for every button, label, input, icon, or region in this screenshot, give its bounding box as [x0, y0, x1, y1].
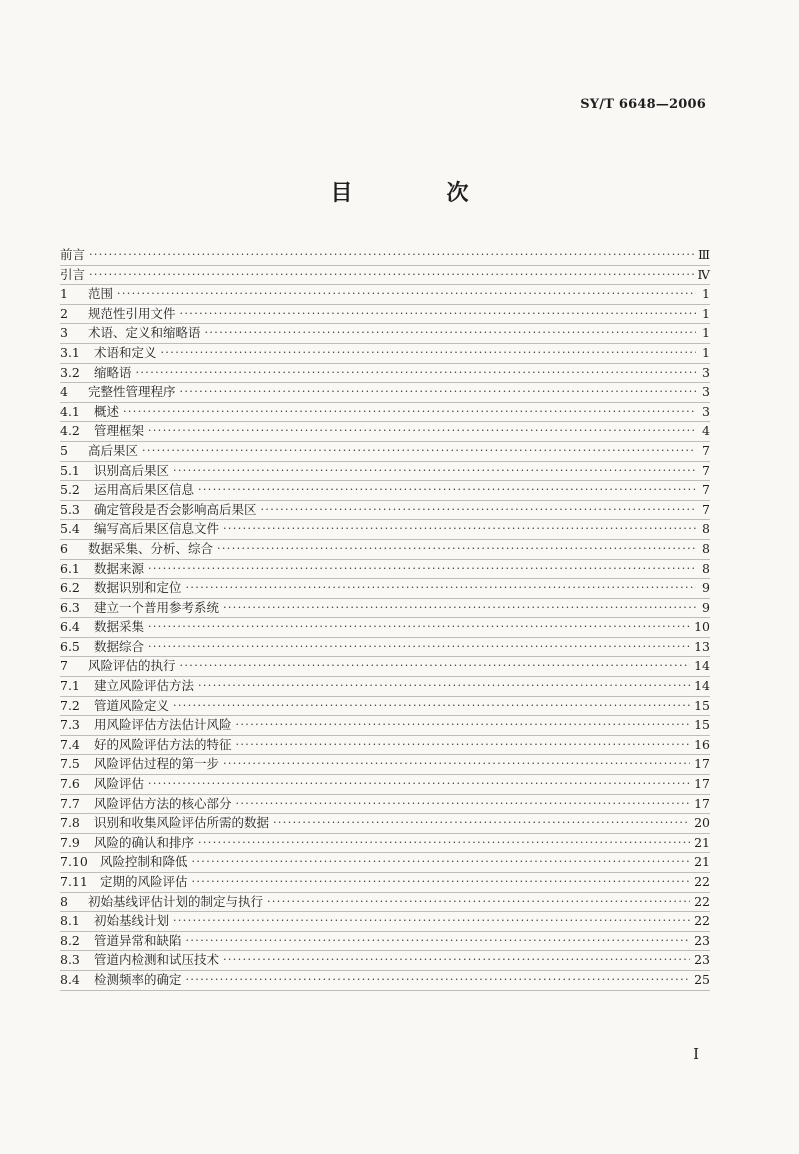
toc-entry-title: 数据采集	[94, 619, 145, 635]
toc-entry-number: 1	[60, 286, 68, 302]
toc-entry-page: 15	[694, 697, 710, 713]
toc-leader-dots	[173, 911, 690, 931]
toc-entry-number: 3.1	[60, 344, 80, 360]
toc-leader-dots	[223, 598, 696, 618]
toc-entry-number: 5.4	[60, 521, 80, 537]
toc-entry	[60, 403, 710, 423]
toc-entry-page: 7	[702, 482, 710, 498]
toc-entry-number: 6.2	[60, 580, 80, 596]
toc-entry-page: 9	[702, 599, 710, 615]
toc-entry	[60, 736, 710, 756]
toc-entry	[60, 520, 710, 540]
toc-leader-dots	[148, 774, 690, 794]
toc-entry-number: 4.2	[60, 423, 80, 439]
toc-entry-page: 17	[694, 776, 710, 792]
toc-entry-page: 7	[702, 442, 710, 458]
toc-entry	[60, 383, 710, 403]
toc-entry-title: 风险评估方法的核心部分	[94, 795, 232, 811]
toc-entry	[60, 344, 710, 364]
toc-entry-title: 初始基线评估计划的制定与执行	[88, 893, 264, 909]
toc-entry-page: 25	[694, 971, 710, 987]
toc-leader-dots	[186, 931, 691, 951]
toc-leader-dots	[148, 637, 690, 657]
toc-entry-number: 7.1	[60, 678, 80, 694]
toc-entry-number: 8	[60, 893, 68, 909]
toc-entry-title: 数据来源	[94, 560, 145, 576]
toc-entry-number: 2	[60, 305, 68, 321]
toc-leader-dots	[89, 265, 693, 285]
toc-entry-title: 术语和定义	[94, 344, 157, 360]
standard-code: SY/T 6648—2006	[580, 97, 706, 112]
toc-entry-title: 风险评估的执行	[88, 658, 176, 674]
toc-entry-page: 23	[694, 952, 710, 968]
toc-entry-title: 概述	[94, 403, 120, 419]
toc-entry-page: 3	[702, 384, 710, 400]
toc-entry-number: 5.3	[60, 501, 80, 517]
toc-entry-title: 管理框架	[94, 423, 145, 439]
toc-entry-number: 7.4	[60, 736, 80, 752]
toc-entry-title: 用风险评估方法估计风险	[94, 717, 232, 733]
toc-leader-dots	[148, 617, 690, 637]
toc-title: 目 次	[330, 180, 505, 206]
toc-entry-number: 4.1	[60, 403, 80, 419]
toc-entry-number: 6	[60, 540, 68, 556]
toc-entry-number: 7.7	[60, 795, 80, 811]
toc-leader-dots	[186, 578, 696, 598]
toc-entry-page: 8	[702, 540, 710, 556]
toc-entry-number: 8.2	[60, 932, 80, 948]
toc-entry	[60, 814, 710, 834]
toc-entry	[60, 893, 710, 913]
toc-leader-dots	[205, 323, 696, 343]
toc-entry	[60, 501, 710, 521]
toc-entry-page: Ⅳ	[697, 266, 710, 282]
toc-entry-title: 管道风险定义	[94, 697, 170, 713]
toc-entry-title: 引言	[60, 266, 86, 282]
toc-leader-dots	[192, 852, 691, 872]
toc-entry	[60, 873, 710, 893]
toc-entry-number: 6.3	[60, 599, 80, 615]
toc-entry-page: 14	[694, 678, 710, 694]
toc-entry	[60, 364, 710, 384]
toc-entry	[60, 422, 710, 442]
toc-entry-title: 缩略语	[94, 364, 132, 380]
toc-leader-dots	[236, 715, 691, 735]
toc-entry	[60, 677, 710, 697]
toc-entry-title: 完整性管理程序	[88, 384, 176, 400]
toc-entry-page: 22	[694, 874, 710, 889]
toc-entry	[60, 324, 710, 344]
toc-entry	[60, 618, 710, 638]
toc-entry-title: 规范性引用文件	[88, 305, 176, 321]
toc-leader-dots	[198, 676, 690, 696]
toc-entry-page: 17	[694, 756, 710, 772]
toc-entry-number: 8.3	[60, 952, 80, 968]
toc-entry-page: 3	[702, 364, 710, 380]
toc-entry-number: 5.1	[60, 462, 80, 478]
toc-entry-title: 管道内检测和试压技术	[94, 952, 220, 968]
toc-entry	[60, 853, 710, 873]
toc-entry-title: 识别高后果区	[94, 462, 170, 478]
toc-entry-page: 1	[702, 344, 710, 360]
toc-entry-title: 检测频率的确定	[94, 971, 182, 987]
toc-entry-page: 4	[702, 423, 710, 439]
toc-entry-number: 7.8	[60, 815, 80, 831]
toc-entry-page: 9	[702, 580, 710, 596]
toc-entry-title: 术语、定义和缩略语	[88, 325, 201, 341]
toc-leader-dots	[89, 245, 694, 265]
toc-entry-number: 7.2	[60, 697, 80, 713]
toc-entry-number: 8.4	[60, 971, 80, 987]
toc-entry-title: 数据识别和定位	[94, 580, 182, 596]
toc-entry-page: 16	[694, 736, 710, 752]
toc-leader-dots	[148, 421, 696, 441]
toc-entry	[60, 266, 710, 286]
toc-entry	[60, 305, 710, 325]
toc-entry	[60, 697, 710, 717]
toc-leader-dots	[173, 461, 696, 481]
toc-entry	[60, 540, 710, 560]
toc-entry-page: 22	[694, 913, 710, 929]
toc-entry-page: 17	[694, 795, 710, 811]
toc-entry-number: 3.2	[60, 364, 80, 380]
toc-leader-dots	[142, 441, 696, 461]
toc-entry	[60, 716, 710, 736]
toc-entry-page: 1	[702, 286, 710, 302]
toc-leader-dots	[267, 892, 690, 912]
toc-entry-title: 数据采集、分析、综合	[88, 540, 214, 556]
toc-entry-title: 好的风险评估方法的特征	[94, 736, 232, 752]
toc-entry-title: 风险评估过程的第一步	[94, 756, 220, 772]
toc-leader-dots	[273, 813, 690, 833]
table-of-contents	[60, 246, 710, 991]
toc-entry-title: 编写高后果区信息文件	[94, 521, 220, 537]
toc-entry-title: 高后果区	[88, 442, 139, 458]
toc-leader-dots	[192, 872, 691, 892]
toc-entry	[60, 462, 710, 482]
toc-entry-title: 风险控制和降低	[100, 854, 188, 870]
toc-entry-number: 7.3	[60, 717, 80, 733]
toc-leader-dots	[148, 559, 696, 579]
toc-entry-title: 前言	[60, 247, 86, 262]
toc-entry-page: 10	[694, 619, 710, 635]
toc-entry-page: 8	[702, 521, 710, 537]
toc-entry	[60, 599, 710, 619]
toc-leader-dots	[180, 304, 696, 324]
toc-entry-page: 3	[702, 403, 710, 419]
toc-entry-number: 7.6	[60, 776, 80, 792]
toc-entry	[60, 971, 710, 991]
toc-entry-number: 3	[60, 325, 68, 341]
toc-leader-dots	[117, 284, 696, 304]
toc-entry	[60, 579, 710, 599]
toc-entry-number: 4	[60, 384, 68, 400]
toc-entry-page: 1	[702, 305, 710, 321]
toc-entry-page: 21	[694, 834, 710, 850]
toc-entry-title: 风险的确认和排序	[94, 834, 195, 850]
toc-entry	[60, 285, 710, 305]
toc-entry-title: 建立一个普用参考系统	[94, 599, 220, 615]
toc-leader-dots	[123, 402, 696, 422]
toc-entry-page: 23	[694, 932, 710, 948]
toc-entry-page: 14	[694, 658, 710, 674]
toc-entry-number: 7.10	[60, 854, 88, 870]
toc-entry-number: 8.1	[60, 913, 80, 929]
toc-leader-dots	[180, 656, 691, 676]
toc-leader-dots	[186, 970, 691, 990]
toc-entry	[60, 481, 710, 501]
toc-entry-number: 7	[60, 658, 68, 674]
toc-entry-number: 7.9	[60, 834, 80, 850]
toc-entry-page: Ⅲ	[697, 247, 710, 262]
toc-entry-page: 22	[694, 893, 710, 909]
toc-entry-number: 6.5	[60, 638, 80, 654]
toc-leader-dots	[223, 519, 696, 539]
toc-leader-dots	[223, 950, 690, 970]
toc-entry-page: 7	[702, 462, 710, 478]
toc-entry-page: 20	[694, 815, 710, 831]
toc-entry	[60, 755, 710, 775]
toc-leader-dots	[236, 735, 691, 755]
toc-entry-title: 风险评估	[94, 776, 145, 792]
toc-entry-number: 5	[60, 442, 68, 458]
toc-entry-number: 7.5	[60, 756, 80, 772]
toc-entry-page: 8	[702, 560, 710, 576]
toc-entry	[60, 834, 710, 854]
toc-entry-title: 建立风险评估方法	[94, 678, 195, 694]
toc-entry	[60, 951, 710, 971]
toc-entry-number: 7.11	[60, 874, 88, 889]
toc-entry-title: 确定管段是否会影响高后果区	[94, 501, 257, 517]
toc-entry-title: 初始基线计划	[94, 913, 170, 929]
toc-entry-number: 6.4	[60, 619, 80, 635]
toc-entry-title: 数据综合	[94, 638, 145, 654]
toc-entry-title: 定期的风险评估	[100, 874, 188, 889]
toc-leader-dots	[136, 363, 696, 383]
toc-entry-title: 范围	[88, 286, 114, 302]
toc-leader-dots	[198, 833, 690, 853]
toc-entry	[60, 657, 710, 677]
toc-leader-dots	[217, 539, 696, 559]
toc-entry-page: 1	[702, 325, 710, 341]
toc-entry-page: 7	[702, 501, 710, 517]
toc-leader-dots	[236, 794, 691, 814]
toc-entry	[60, 775, 710, 795]
toc-leader-dots	[261, 500, 696, 520]
toc-entry-number: 6.1	[60, 560, 80, 576]
toc-entry	[60, 560, 710, 580]
toc-leader-dots	[173, 696, 690, 716]
toc-leader-dots	[180, 382, 696, 402]
toc-entry-title: 管道异常和缺陷	[94, 932, 182, 948]
toc-entry	[60, 638, 710, 658]
toc-entry-page: 15	[694, 717, 710, 733]
toc-entry	[60, 795, 710, 815]
toc-entry-page: 13	[694, 638, 710, 654]
page-number: I	[693, 1045, 699, 1063]
toc-entry-title: 识别和收集风险评估所需的数据	[94, 815, 270, 831]
toc-entry	[60, 442, 710, 462]
toc-entry-number: 5.2	[60, 482, 80, 498]
toc-entry	[60, 932, 710, 952]
toc-entry	[60, 246, 710, 266]
toc-entry-page: 21	[694, 854, 710, 870]
toc-leader-dots	[161, 343, 696, 363]
toc-leader-dots	[198, 480, 696, 500]
toc-entry-title: 运用高后果区信息	[94, 482, 195, 498]
toc-leader-dots	[223, 754, 690, 774]
toc-entry	[60, 912, 710, 932]
